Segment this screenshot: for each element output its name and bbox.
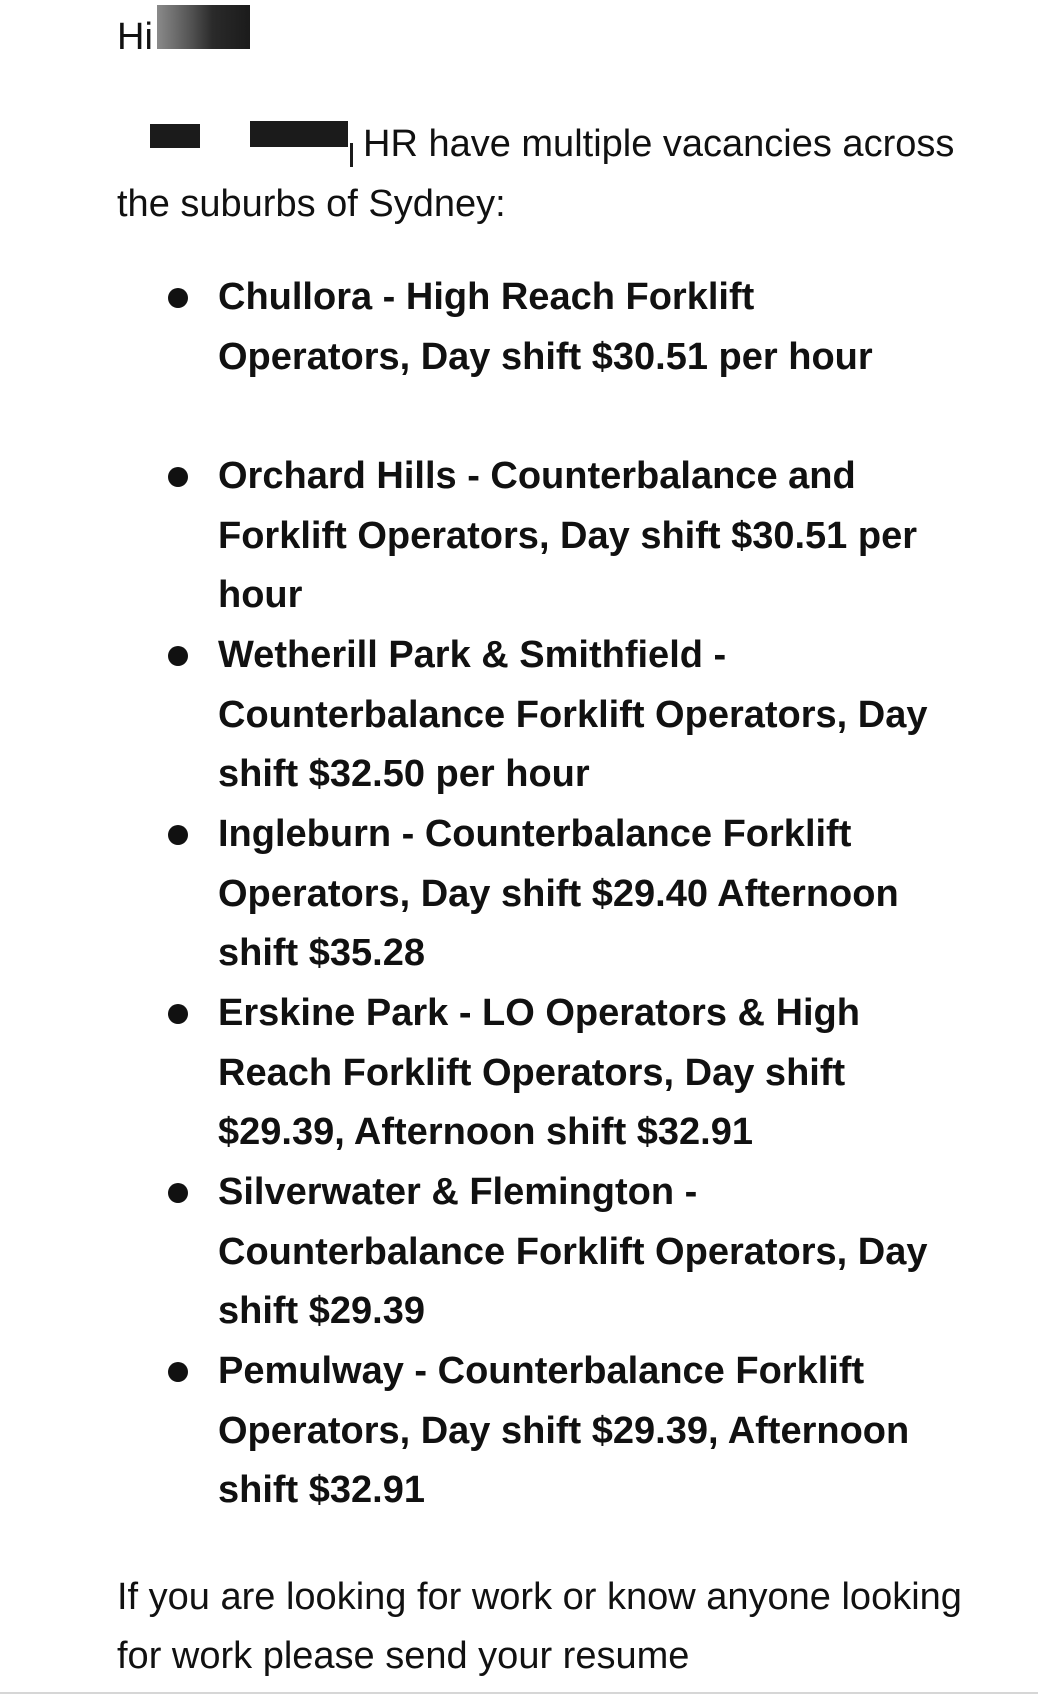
closing-paragraph: If you are looking for work or know anyone looking for work please send your resume	[117, 1576, 962, 1677]
vacancy-text: Orchard Hills - Counterbalance and Forklift Operators, Day shift $30.51 per hour	[218, 455, 918, 616]
list-item	[0, 1342, 938, 1521]
greeting-text: Hi	[117, 16, 153, 58]
vacancy-text: Wetherill Park & Smithfield - Counterbalance Forklift Operators, Day shift $32.50 per hour	[218, 634, 928, 795]
bottom-divider	[0, 1692, 1038, 1694]
vacancy-text: Erskine Park - LO Operators & High Reach Forklift Operators, Day shift $29.39, Afternoon shift $32.91	[218, 992, 860, 1153]
list-item	[0, 268, 938, 447]
vacancy-text: Pemulway - Counterbalance Forklift Operators, Day shift $29.39, Afternoon shift $32.91	[218, 1350, 910, 1511]
bullet-icon	[168, 1362, 188, 1382]
list-item	[0, 1163, 938, 1342]
list-item	[0, 984, 938, 1163]
list-item	[0, 626, 938, 805]
intro-paragraph: HR have multiple vacancies across the suburbs of Sydney:	[117, 123, 955, 225]
vacancy-list	[0, 268, 1038, 1521]
bullet-icon	[168, 1004, 188, 1024]
redacted-name-greeting	[157, 5, 250, 49]
bullet-icon	[168, 467, 188, 487]
bullet-icon	[168, 646, 188, 666]
vacancy-text: Ingleburn - Counterbalance Forklift Operators, Day shift $29.40 Afternoon shift $35.28	[218, 813, 899, 974]
vacancy-text: Chullora - High Reach Forklift Operators, Day shift $30.51 per hour	[218, 276, 873, 378]
vacancy-text: Silverwater & Flemington - Counterbalance Forklift Operators, Day shift $29.39	[218, 1171, 928, 1332]
list-item	[0, 805, 938, 984]
bullet-icon	[168, 288, 188, 308]
list-item	[0, 447, 938, 626]
bullet-icon	[168, 1183, 188, 1203]
bullet-icon	[168, 825, 188, 845]
